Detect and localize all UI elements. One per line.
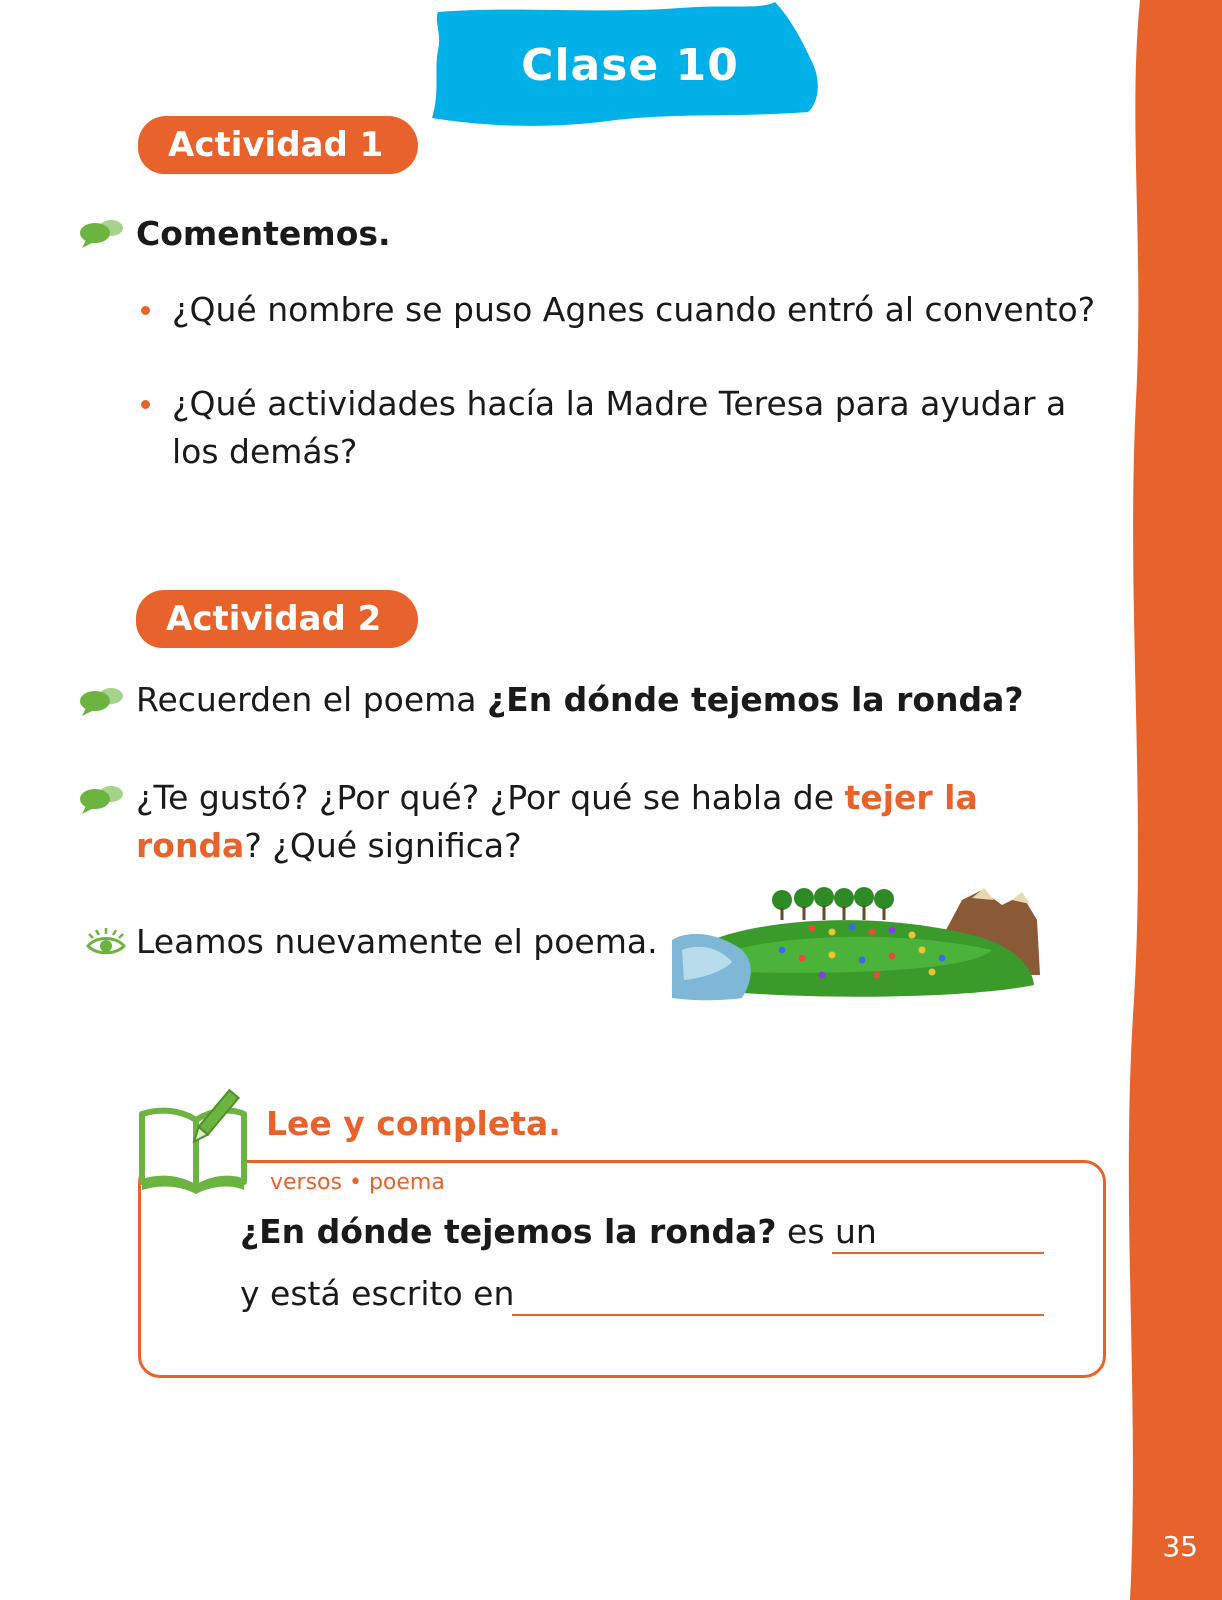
complete-title: Lee y completa. <box>266 1104 561 1143</box>
open-book-pencil-icon <box>136 1084 262 1196</box>
sentence-2: y está escrito en <box>240 1274 515 1313</box>
blank-answer-1[interactable] <box>832 1252 1044 1254</box>
landscape-illustration <box>672 880 1042 1010</box>
question-2-line-2: los demás? <box>172 432 358 471</box>
eye-icon <box>86 926 126 956</box>
activity-1-instruction: Comentemos. <box>136 214 391 253</box>
sentence-1-title: ¿En dónde tejemos la ronda? <box>240 1212 777 1251</box>
highlight-tejer: tejer la <box>844 778 978 817</box>
read-again-line: Leamos nuevamente el poema. <box>136 922 658 961</box>
question-1: ¿Qué nombre se puso Agnes cuando entró al convento? <box>172 290 1096 329</box>
speech-bubbles-icon <box>78 686 124 716</box>
page-number: 35 <box>1162 1530 1198 1563</box>
word-bank: versos • poema <box>270 1170 445 1195</box>
question-2-line-1: ¿Qué actividades hacía la Madre Teresa para ayudar a <box>172 384 1067 423</box>
sentence-1-rest: es un <box>776 1212 877 1251</box>
discussion-prefix: ¿Te gustó? ¿Por qué? ¿Por qué se habla de <box>136 778 845 817</box>
sentence-1 <box>240 1208 877 1256</box>
recall-prefix: Recuerden el poema <box>136 680 488 719</box>
discussion-line-2 <box>136 822 522 870</box>
recall-poem-line <box>136 676 1024 724</box>
bullet <box>141 306 150 315</box>
class-title: Clase 10 <box>521 40 739 91</box>
poem-title: ¿En dónde tejemos la ronda? <box>487 680 1024 719</box>
blank-answer-2[interactable] <box>512 1314 1044 1316</box>
speech-bubbles-icon <box>78 784 124 814</box>
highlight-ronda: ronda <box>136 826 245 865</box>
bullet <box>141 400 150 409</box>
page-side-band <box>1120 0 1222 1600</box>
activity-2-label: Actividad 2 <box>136 590 418 648</box>
discussion-line-1 <box>136 774 978 822</box>
speech-bubbles-icon <box>78 218 124 248</box>
activity-1-label: Actividad 1 <box>138 116 418 174</box>
discussion-suffix: ? ¿Qué significa? <box>244 826 522 865</box>
